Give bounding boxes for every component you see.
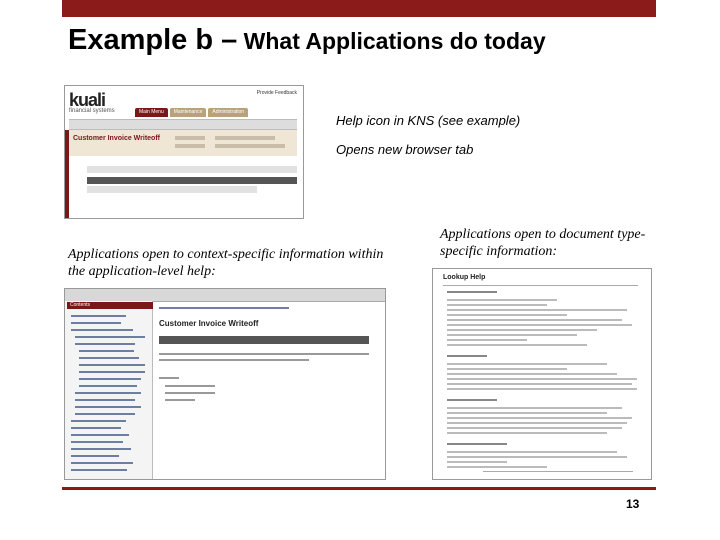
help-text-line	[447, 383, 632, 385]
help-text-line	[447, 368, 567, 370]
help-contents-pane	[65, 301, 153, 479]
list-item	[71, 448, 131, 450]
kuali-doc-header	[69, 130, 297, 156]
caption-new-tab: Opens new browser tab	[336, 142, 474, 157]
list-item	[71, 427, 121, 429]
help-text-line	[447, 417, 632, 419]
list-item	[75, 413, 135, 415]
list-item	[75, 392, 141, 394]
divider	[483, 471, 633, 472]
help-text-line	[447, 451, 617, 453]
kuali-logo: kuali	[69, 90, 106, 110]
title-main: Example b –	[68, 24, 238, 56]
list-item	[79, 357, 139, 359]
list-item	[71, 434, 129, 436]
list-item	[71, 322, 121, 324]
list-item	[75, 343, 135, 345]
help-text-line	[447, 432, 607, 434]
help-text-line	[447, 334, 577, 336]
list-item	[79, 385, 137, 387]
caption-context-help: Applications open to context-specific information within the application-level help:	[68, 247, 384, 279]
top-accent-bar	[62, 0, 656, 17]
kuali-logo-sub: financial systems	[69, 108, 115, 114]
help-text-line	[447, 324, 632, 326]
list-item	[75, 399, 135, 401]
invoice-help-screenshot	[64, 288, 386, 480]
slide-title	[68, 24, 546, 57]
help-text-line	[447, 344, 587, 346]
help-text-line	[447, 461, 507, 463]
help-text-line	[447, 378, 637, 380]
header-field	[175, 136, 205, 140]
list-item	[71, 420, 126, 422]
help-text-line	[447, 309, 627, 311]
help-text-line	[447, 466, 547, 468]
section-bar	[87, 177, 297, 184]
caption-doctype-help: Applications open to document type-specific information:	[440, 227, 646, 259]
list-item	[79, 350, 134, 352]
help-text-line	[447, 412, 607, 414]
help-link	[165, 392, 215, 394]
divider	[443, 285, 638, 286]
header-field	[175, 144, 205, 148]
help-text-line	[447, 363, 607, 365]
help-text-line	[159, 353, 369, 355]
lookup-help-title: Lookup Help	[443, 274, 486, 281]
section-bar	[87, 186, 257, 193]
help-text-line	[447, 443, 507, 445]
help-text-line	[447, 399, 497, 401]
feedback-link: Provide Feedback	[256, 90, 297, 96]
help-text-line	[159, 359, 309, 361]
help-text-line	[447, 427, 622, 429]
help-text-line	[447, 319, 622, 321]
help-text-line	[447, 422, 627, 424]
help-link	[165, 399, 195, 401]
kuali-screenshot	[64, 85, 304, 219]
header-field	[215, 136, 275, 140]
list-item	[71, 469, 127, 471]
help-text-line	[447, 355, 487, 357]
lookup-help-screenshot	[432, 268, 652, 480]
help-link	[165, 385, 215, 387]
list-item	[79, 378, 141, 380]
section-bar	[87, 166, 297, 173]
tab-administration: Administration	[208, 108, 248, 117]
help-text-line	[447, 314, 567, 316]
help-page-title: Customer Invoice Writeoff	[159, 319, 259, 328]
help-text-line	[447, 304, 547, 306]
list-item	[79, 364, 145, 366]
list-item	[71, 455, 119, 457]
list-item	[75, 336, 145, 338]
contents-header: Contents	[67, 302, 153, 309]
kuali-toolbar	[69, 119, 297, 130]
help-text-line	[447, 339, 527, 341]
list-item	[75, 406, 141, 408]
help-text-line	[447, 291, 497, 293]
tab-main-menu: Main Menu	[135, 108, 168, 117]
list-item	[79, 371, 145, 373]
help-text-line	[447, 407, 622, 409]
kuali-doc-title: Customer Invoice Writeoff	[73, 135, 160, 142]
footer-rule	[62, 487, 656, 490]
tab-maintenance: Maintenance	[170, 108, 207, 117]
help-text-line	[447, 299, 557, 301]
list-item	[71, 441, 123, 443]
help-section-bar	[159, 336, 369, 344]
list-item	[71, 462, 133, 464]
help-text-line	[447, 456, 627, 458]
help-text-line	[159, 377, 179, 379]
list-item	[71, 329, 133, 331]
help-text-line	[447, 329, 597, 331]
help-text-line	[447, 388, 637, 390]
title-sub: What Applications do today	[237, 28, 546, 54]
list-item	[71, 315, 126, 317]
help-breadcrumb	[159, 307, 289, 309]
kuali-tabs	[135, 108, 248, 117]
header-field	[215, 144, 285, 148]
caption-help-icon: Help icon in KNS (see example)	[336, 113, 521, 128]
help-text-line	[447, 373, 617, 375]
page-number: 13	[626, 497, 640, 511]
